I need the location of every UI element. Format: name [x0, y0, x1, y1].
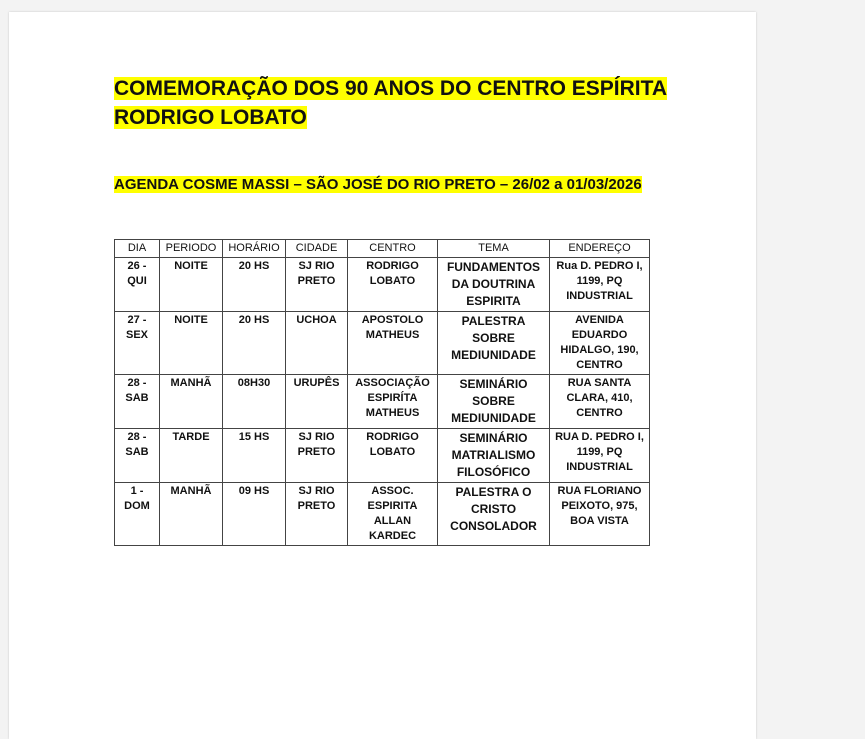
cell-centro: RODRIGO LOBATO — [348, 258, 438, 312]
header-centro: CENTRO — [348, 240, 438, 258]
cell-dia: 28 - SAB — [115, 375, 160, 429]
cell-tema: PALESTRA SOBRE MEDIUNIDADE — [438, 312, 550, 375]
cell-centro: ASSOC. ESPIRITA ALLAN KARDEC — [348, 483, 438, 546]
cell-endereco: RUA D. PEDRO I, 1199, PQ INDUSTRIAL — [550, 429, 650, 483]
cell-tema: SEMINÁRIO MATRIALISMO FILOSÓFICO — [438, 429, 550, 483]
cell-horario: 20 HS — [223, 258, 286, 312]
table-row — [115, 312, 650, 375]
cell-endereco: RUA FLORIANO PEIXOTO, 975, BOA VISTA — [550, 483, 650, 546]
header-periodo: PERIODO — [160, 240, 223, 258]
header-horario: HORÁRIO — [223, 240, 286, 258]
cell-cidade: SJ RIO PRETO — [286, 429, 348, 483]
cell-periodo: NOITE — [160, 258, 223, 312]
cell-cidade: URUPÊS — [286, 375, 348, 429]
cell-centro: APOSTOLO MATHEUS — [348, 312, 438, 375]
cell-endereco: Rua D. PEDRO I, 1199, PQ INDUSTRIAL — [550, 258, 650, 312]
document-title — [114, 74, 674, 132]
header-endereco: ENDEREÇO — [550, 240, 650, 258]
header-cidade: CIDADE — [286, 240, 348, 258]
cell-periodo: NOITE — [160, 312, 223, 375]
cell-periodo: TARDE — [160, 429, 223, 483]
cell-tema: FUNDAMENTOS DA DOUTRINA ESPIRITA — [438, 258, 550, 312]
cell-endereco: RUA SANTA CLARA, 410, CENTRO — [550, 375, 650, 429]
cell-dia: 26 - QUI — [115, 258, 160, 312]
header-dia: DIA — [115, 240, 160, 258]
cell-cidade: SJ RIO PRETO — [286, 483, 348, 546]
table-header-row — [115, 240, 650, 258]
cell-cidade: SJ RIO PRETO — [286, 258, 348, 312]
document-page — [9, 12, 756, 739]
cell-centro: ASSOCIAÇÃO ESPIRÍTA MATHEUS — [348, 375, 438, 429]
agenda-table — [114, 239, 650, 546]
cell-tema: SEMINÁRIO SOBRE MEDIUNIDADE — [438, 375, 550, 429]
cell-cidade: UCHOA — [286, 312, 348, 375]
cell-dia: 27 - SEX — [115, 312, 160, 375]
cell-tema: PALESTRA O CRISTO CONSOLADOR — [438, 483, 550, 546]
title-line-1: COMEMORAÇÃO DOS 90 ANOS DO CENTRO ESPÍRITA — [114, 77, 668, 100]
agenda-subtitle — [114, 175, 642, 195]
cell-periodo: MANHÃ — [160, 375, 223, 429]
cell-endereco: AVENIDA EDUARDO HIDALGO, 190, CENTRO — [550, 312, 650, 375]
cell-dia: 1 - DOM — [115, 483, 160, 546]
title-line-2: RODRIGO LOBATO — [114, 106, 307, 129]
cell-horario: 09 HS — [223, 483, 286, 546]
cell-periodo: MANHÃ — [160, 483, 223, 546]
table-row — [115, 375, 650, 429]
table-row — [115, 483, 650, 546]
table-row — [115, 258, 650, 312]
subtitle-text: AGENDA COSME MASSI – SÃO JOSÉ DO RIO PRETO – 26/02 a 01/03/2026 — [114, 176, 642, 193]
cell-horario: 08H30 — [223, 375, 286, 429]
header-tema: TEMA — [438, 240, 550, 258]
cell-centro: RODRIGO LOBATO — [348, 429, 438, 483]
table-row — [115, 429, 650, 483]
cell-horario: 20 HS — [223, 312, 286, 375]
cell-dia: 28 - SAB — [115, 429, 160, 483]
cell-horario: 15 HS — [223, 429, 286, 483]
